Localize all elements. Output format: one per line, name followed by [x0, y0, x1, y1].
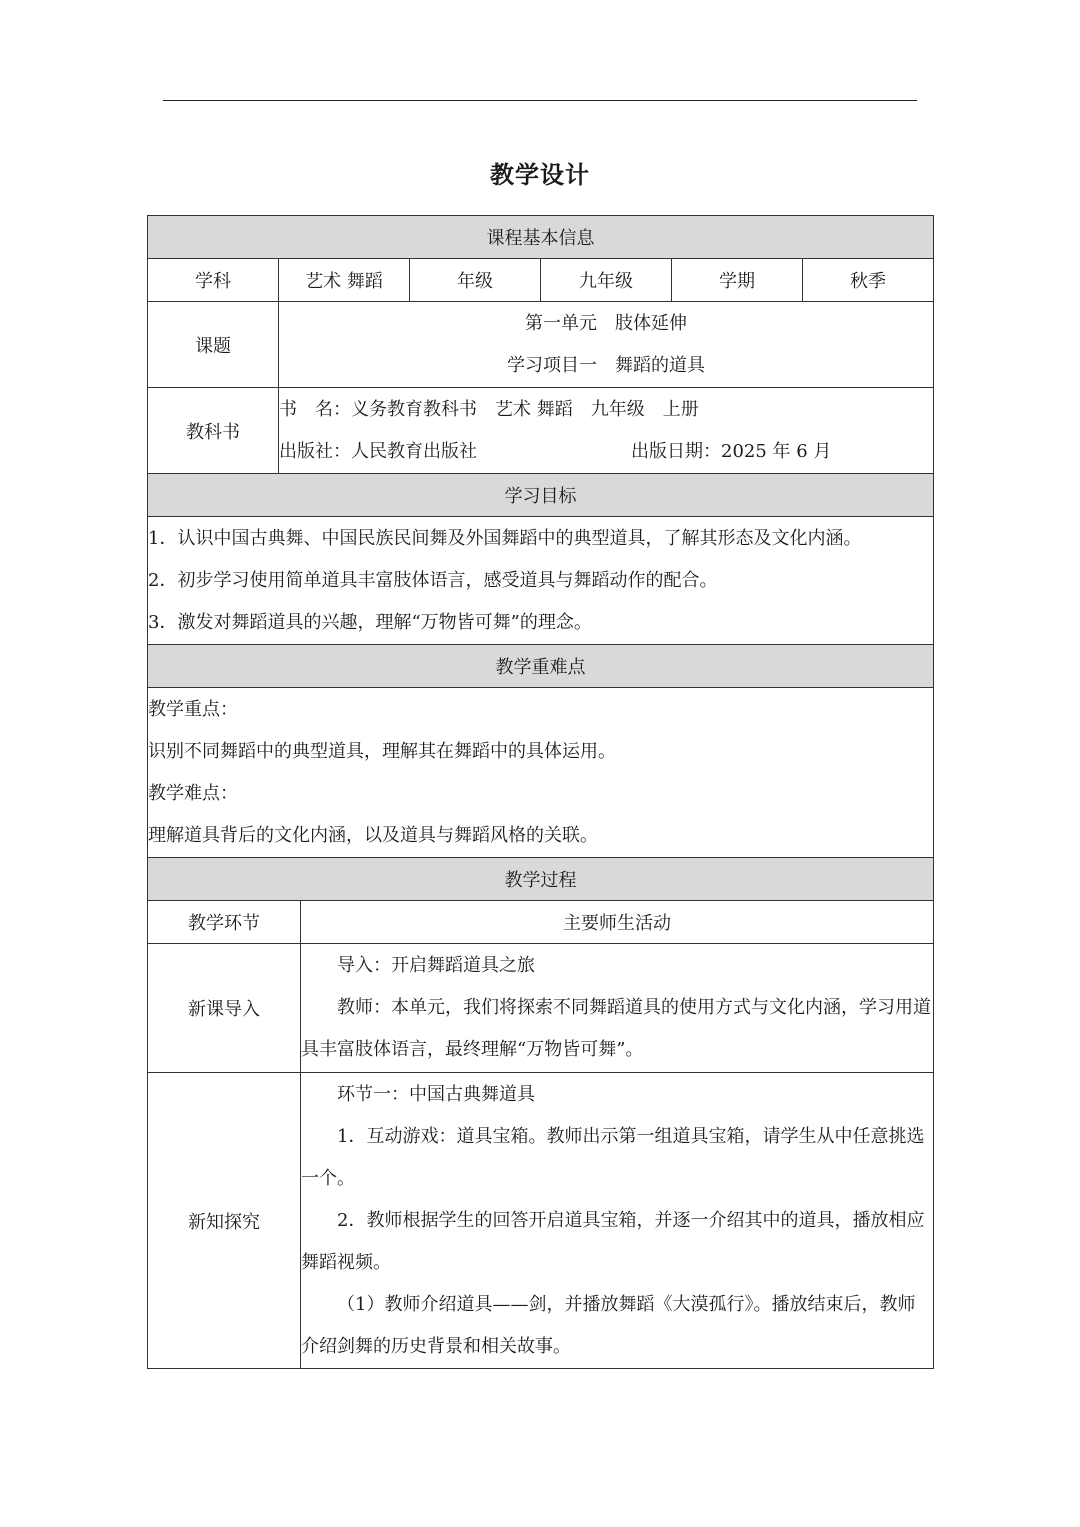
difficulty-text: 理解道具背后的文化内涵，以及道具与舞蹈风格的关联。: [148, 824, 598, 846]
basic-info-header: 课程基本信息: [148, 216, 934, 259]
activity-column-header: 主要师生活动: [301, 901, 934, 944]
subject-value: 艺术 舞蹈: [279, 259, 410, 302]
textbook-info: [279, 388, 934, 474]
publish-date: 出版日期：2025 年 6 月: [631, 440, 832, 462]
term-label: 学期: [672, 259, 803, 302]
textbook-name: 书 名：义务教育教科书 艺术 舞蹈 九年级 上册: [279, 398, 699, 420]
process-header: 教学过程: [148, 858, 934, 901]
activity-explore: [301, 1073, 934, 1369]
objective-item: 2．初步学习使用简单道具丰富肢体语言，感受道具与舞蹈动作的配合。: [148, 569, 718, 591]
activity-paragraph: （1）教师介绍道具——剑，并播放舞蹈《大漠孤行》。播放结束后，教师介绍剑舞的历史背景和相关故事。: [301, 1293, 916, 1357]
lesson-plan-table: [147, 215, 934, 1369]
subject-label: 学科: [148, 259, 279, 302]
objective-item: 1．认识中国古典舞、中国民族民间舞及外国舞蹈中的典型道具，了解其形态及文化内涵。: [148, 527, 862, 549]
document-title: 教学设计: [490, 160, 590, 189]
key-points-content: [148, 688, 934, 858]
objectives-list: [148, 517, 934, 645]
key-point-label: 教学重点：: [148, 698, 238, 720]
stage-explore: 新知探究: [148, 1073, 301, 1369]
topic-label: 课题: [148, 302, 279, 388]
topic-value: [279, 302, 934, 388]
activity-paragraph: 教师：本单元，我们将探索不同舞蹈道具的使用方式与文化内涵，学习用道具丰富肢体语言，最终理解“万物皆可舞”。: [301, 997, 931, 1060]
objectives-header: 学习目标: [148, 474, 934, 517]
stage-intro: 新课导入: [148, 944, 301, 1073]
activity-paragraph: 导入：开启舞蹈道具之旅: [337, 955, 535, 976]
grade-label: 年级: [410, 259, 541, 302]
activity-paragraph: 1．互动游戏：道具宝箱。教师出示第一组道具宝箱，请学生从中任意挑选一个。: [301, 1125, 925, 1189]
objective-item: 3．激发对舞蹈道具的兴趣，理解“万物皆可舞”的理念。: [148, 611, 592, 633]
activity-intro: [301, 944, 934, 1073]
term-value: 秋季: [803, 259, 934, 302]
textbook-publisher-line: [279, 431, 933, 473]
textbook-label: 教科书: [148, 388, 279, 474]
header-rule: [163, 100, 917, 101]
key-points-header: 教学重难点: [148, 645, 934, 688]
stage-column-header: 教学环节: [148, 901, 301, 944]
key-point-text: 识别不同舞蹈中的典型道具，理解其在舞蹈中的具体运用。: [148, 740, 616, 762]
unit-title: 第一单元 肢体延伸: [525, 312, 688, 334]
difficulty-label: 教学难点：: [148, 782, 238, 804]
activity-paragraph: 2．教师根据学生的回答开启道具宝箱，并逐一介绍其中的道具，播放相应舞蹈视频。: [301, 1209, 925, 1273]
activity-paragraph: 环节一：中国古典舞道具: [337, 1083, 535, 1105]
publisher: 出版社：人民教育出版社: [279, 440, 477, 462]
grade-value: 九年级: [541, 259, 672, 302]
project-title: 学习项目一 舞蹈的道具: [507, 354, 706, 376]
